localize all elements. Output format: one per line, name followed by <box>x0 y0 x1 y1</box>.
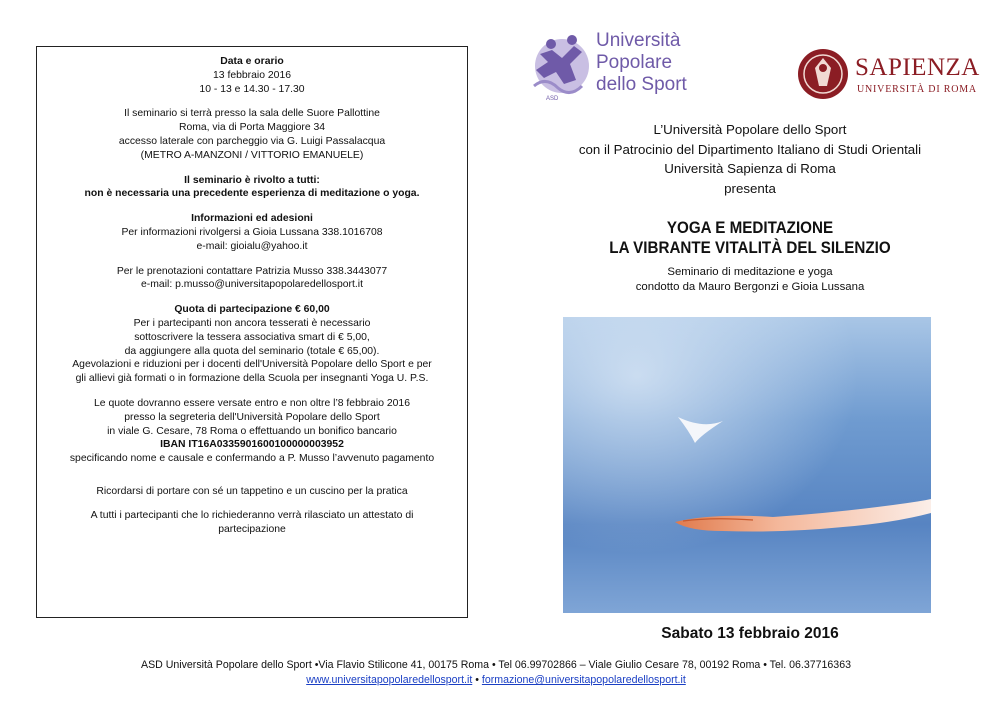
fee-line: Agevolazioni e riduzioni per i docenti dell'Università Popolare dello Sport e per <box>72 359 432 371</box>
footer-links <box>0 673 992 688</box>
sapienza-title: SAPIENZA <box>855 54 980 81</box>
contacts-line: Per informazioni rivolgersi a Gioia Lussana 338.1016708 <box>121 226 383 238</box>
event-title-subline: LA VIBRANTE VITALITÀ DEL SILENZIO <box>609 239 891 257</box>
ups-logo-line: Popolare <box>596 52 673 73</box>
booking-line: Per le prenotazioni contattare Patrizia Musso 338.3443077 <box>116 265 388 277</box>
certificate-section <box>43 509 461 537</box>
intro-line: con il Patrocinio del Dipartimento Italiano di Studi Orientali <box>578 141 922 157</box>
booking-email: e-mail: p.musso@universitapopolaredellosport.it <box>141 279 363 291</box>
fee-line: da aggiungere alla quota del seminario (totale € 65,00). <box>124 345 380 357</box>
booking-section <box>43 265 461 293</box>
venue-line: accesso laterale con parcheggio via G. Luigi Passalacqua <box>118 135 386 147</box>
event-subtitle-line: Seminario di meditazione e yoga <box>667 266 833 278</box>
sapienza-subtitle: UNIVERSITÀ DI ROMA <box>857 84 977 95</box>
intro-block <box>520 120 980 198</box>
payment-line: presso la segreteria dell'Università Popolare dello Sport <box>124 411 380 423</box>
schedule-date: 13 febbraio 2016 <box>213 69 291 81</box>
artwork-painting-icon <box>563 317 931 613</box>
event-title: YOGA E MEDITAZIONE <box>666 219 834 237</box>
event-subtitle-line: condotto da Mauro Bergonzi e Gioia Lussana <box>635 281 865 293</box>
footer-address: ASD Università Popolare dello Sport •Via Flavio Stilicone 41, 00175 Roma • Tel 06.99702866 – Viale Giulio Cesare 78, 00192 Roma • Tel. 06.37716363 <box>141 659 851 671</box>
venue-line: Roma, via di Porta Maggiore 34 <box>178 122 326 134</box>
payment-line: specificando nome e causale e confermando a P. Musso l’avvenuto pagamento <box>69 453 435 465</box>
ups-logo-line: dello Sport <box>596 74 687 95</box>
certificate-line: partecipazione <box>218 523 286 535</box>
intro-line: presenta <box>724 180 776 196</box>
ups-logo-line: Università <box>596 30 681 51</box>
venue-line: Il seminario si terrà presso la sala delle Suore Pallottine <box>124 108 380 120</box>
contacts-heading: Informazioni ed adesioni <box>191 213 313 225</box>
website-link[interactable]: www.universitapopolaredellosport.it <box>306 674 473 686</box>
payment-section <box>43 397 461 466</box>
fee-line: sottoscrivere la tessera associativa smart di € 5,00, <box>134 331 370 343</box>
audience-section <box>43 174 461 202</box>
venue-line: (METRO A-MANZONI / VITTORIO EMANUELE) <box>140 149 364 161</box>
footer-separator: • <box>475 674 479 686</box>
schedule-section <box>43 55 461 96</box>
payment-line: in viale G. Cesare, 78 Roma o effettuando un bonifico bancario <box>107 425 397 437</box>
schedule-heading: Data e orario <box>220 56 284 67</box>
audience-line: non è necessaria una precedente esperienza di meditazione o yoga. <box>84 188 420 200</box>
event-subtitle <box>520 265 980 295</box>
payment-line: Le quote dovranno essere versate entro e non oltre l’8 febbraio 2016 <box>94 397 410 409</box>
event-date: Sabato 13 febbraio 2016 <box>661 625 839 642</box>
payment-iban: IBAN IT16A0335901600100000003952 <box>160 439 344 451</box>
email-link[interactable]: formazione@universitapopolaredellosport.it <box>481 674 686 686</box>
schedule-time: 10 - 13 e 14.30 - 17.30 <box>199 83 305 95</box>
fee-section <box>43 303 461 386</box>
info-box <box>36 46 468 618</box>
ups-logo-text <box>596 30 687 96</box>
certificate-line: A tutti i partecipanti che lo richiederanno verrà rilasciato un attestato di <box>90 509 414 521</box>
fee-heading: Quota di partecipazione € 60,00 <box>174 304 330 316</box>
reminder-section <box>43 485 461 499</box>
audience-line: Il seminario è rivolto a tutti: <box>184 174 320 186</box>
reminder-text: Ricordarsi di portare con sé un tappetino e un cuscino per la pratica <box>96 485 408 497</box>
sapienza-seal-icon <box>797 46 849 102</box>
contacts-section <box>43 212 461 253</box>
intro-line: Università Sapienza di Roma <box>664 161 836 176</box>
fee-line: gli allievi già formati o in formazione della Scuola per insegnanti Yoga U. P.S. <box>75 373 429 385</box>
contacts-email: e-mail: gioialu@yahoo.it <box>196 240 308 252</box>
venue-section <box>43 107 461 162</box>
ups-badge-text: ASD <box>546 96 559 102</box>
footer <box>0 658 992 688</box>
fee-line: Per i partecipanti non ancora tesserati è necessario <box>133 317 371 329</box>
intro-line: L’Università Popolare dello Sport <box>653 122 847 137</box>
